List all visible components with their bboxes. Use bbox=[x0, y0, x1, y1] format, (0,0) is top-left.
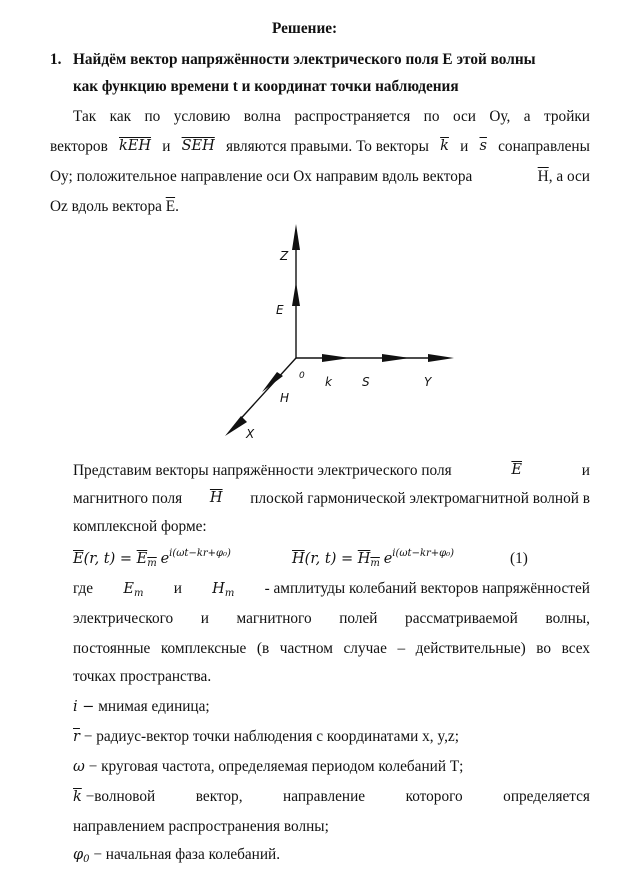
where-line-2 bbox=[73, 610, 590, 628]
word: которого bbox=[405, 788, 463, 805]
def-w bbox=[73, 758, 463, 776]
word: −волновой bbox=[85, 788, 156, 805]
math-Em: E bbox=[123, 581, 134, 597]
para2-line-1 bbox=[73, 462, 590, 480]
vector-H: $\overline{H}$ bbox=[537, 168, 549, 185]
k-arrowhead bbox=[322, 354, 350, 362]
def-k-continued: направлением распространения волны; bbox=[73, 818, 329, 835]
formula-h bbox=[292, 548, 454, 569]
section-title-line-2: как функцию времени t и координат точки наблюдения bbox=[73, 78, 459, 95]
formula-h-amplitude: $H_m$ bbox=[357, 551, 380, 569]
where-text: где bbox=[73, 580, 94, 597]
formula-e-amplitude: $E_m$ bbox=[136, 551, 157, 569]
word: электрического bbox=[73, 610, 174, 627]
para2-text: и bbox=[581, 462, 590, 479]
def-r-text: − радиус-вектор точки наблюдения с координатами x, y,z; bbox=[79, 728, 459, 745]
def-k-symbol: $\overline{k}$ bbox=[73, 789, 82, 805]
vector-E: $\overline{E}$ bbox=[165, 198, 176, 215]
formula-h-exponent: i(ωt−kr+φ₀) bbox=[392, 548, 455, 559]
math-H: $\overline{H}$ bbox=[209, 490, 223, 506]
math-E: $\overline{E}$ bbox=[511, 462, 523, 478]
where-text: и bbox=[173, 580, 182, 597]
def-i bbox=[73, 698, 210, 716]
h-arrowhead bbox=[262, 372, 283, 392]
math-kEH: $\overline{kEH}$ bbox=[119, 138, 152, 154]
solution-heading: Решение: bbox=[272, 20, 338, 37]
def-phi bbox=[73, 846, 280, 865]
intro-text: векторов bbox=[50, 138, 108, 155]
intro-text: являются правыми. То векторы bbox=[225, 138, 429, 155]
s-arrowhead bbox=[382, 354, 410, 362]
x-arrowhead bbox=[225, 416, 247, 436]
para2-line-2 bbox=[73, 490, 590, 508]
word: направление bbox=[283, 788, 366, 805]
label-e: E bbox=[276, 303, 284, 317]
label-s: S bbox=[362, 375, 370, 389]
intro-text: Oz вдоль вектора bbox=[50, 198, 162, 215]
word: определяется bbox=[503, 788, 590, 805]
word: полей bbox=[339, 610, 378, 627]
formula-number: (1) bbox=[510, 550, 528, 567]
def-w-symbol: ω bbox=[73, 759, 85, 775]
label-y: Y bbox=[424, 375, 432, 389]
label-x: X bbox=[246, 427, 255, 441]
where-line-4: точках пространства. bbox=[73, 668, 212, 685]
word: волны, bbox=[545, 610, 590, 627]
formula-e-lhs: $\overline{E}(r$, t) = bbox=[73, 551, 137, 567]
intro-text: . bbox=[175, 198, 179, 215]
where-text: - амплитуды колебаний векторов напряжённостей bbox=[264, 580, 590, 597]
label-k: k bbox=[325, 375, 332, 389]
math-s: $\overline{s}$ bbox=[479, 138, 487, 154]
def-w-text: − круговая частота, определяемая периодом колебаний Т; bbox=[84, 758, 464, 775]
word: и bbox=[200, 610, 209, 627]
where-line-1: где $E_m$ и $H_m$ - амплитуды колебаний векторов напряжённостей bbox=[73, 580, 590, 599]
intro-text: и bbox=[162, 138, 171, 155]
def-i-text: мнимая единица; bbox=[94, 698, 210, 715]
y-arrowhead bbox=[428, 354, 454, 362]
math-Hm: H bbox=[212, 581, 225, 597]
math-SEH: $\overline{SEH}$ bbox=[181, 138, 215, 154]
def-phi-text: − начальная фаза колебаний. bbox=[89, 846, 281, 863]
para2-text: плоской гармонической электромагнитной волной в bbox=[250, 490, 590, 507]
where-line-3: постоянные комплексные (в частном случае – действительные) во всех bbox=[73, 640, 590, 657]
def-phi-symbol: $\varphi_0$ bbox=[73, 847, 90, 865]
z-arrowhead bbox=[292, 224, 300, 250]
formula-h-base: e bbox=[383, 551, 393, 567]
word: вектор, bbox=[195, 788, 243, 805]
label-origin: 0 bbox=[299, 371, 305, 381]
formula-h-lhs: $\overline{H}(r$, t) = bbox=[292, 551, 358, 567]
def-r bbox=[73, 728, 459, 746]
section-number: 1. bbox=[50, 51, 62, 68]
intro-text: , а оси bbox=[548, 168, 590, 185]
para2-text: магнитного поля bbox=[73, 490, 183, 507]
def-i-symbol: i − bbox=[73, 699, 95, 715]
para2-line-3: комплексной форме: bbox=[73, 518, 207, 535]
label-z: Z bbox=[280, 249, 289, 263]
def-k bbox=[73, 788, 590, 806]
formula-e-base: e bbox=[160, 551, 170, 567]
intro-line-1: Так как по условию волна распространяется по оси Оу, а тройки bbox=[73, 108, 590, 125]
para2-text: Представим векторы напряжённости электрического поля bbox=[73, 462, 452, 479]
word: магнитного bbox=[236, 610, 312, 627]
intro-text: сонаправлены bbox=[498, 138, 590, 155]
label-h: H bbox=[280, 391, 290, 405]
word: рассматриваемой bbox=[405, 610, 518, 627]
formula-e-exponent: i(ωt−kr+φ₀) bbox=[169, 548, 231, 559]
def-r-symbol: $\overline{r}$ bbox=[73, 729, 80, 745]
section-title-line-1: Найдём вектор напряжённости электрического поля Е этой волны bbox=[73, 51, 536, 68]
e-arrowhead bbox=[292, 282, 300, 306]
formula-e bbox=[73, 548, 231, 569]
intro-text: и bbox=[460, 138, 469, 155]
intro-text: Оу; положительное направление оси Ох направим вдоль вектора bbox=[50, 168, 473, 185]
math-k: $\overline{k}$ bbox=[440, 138, 449, 154]
